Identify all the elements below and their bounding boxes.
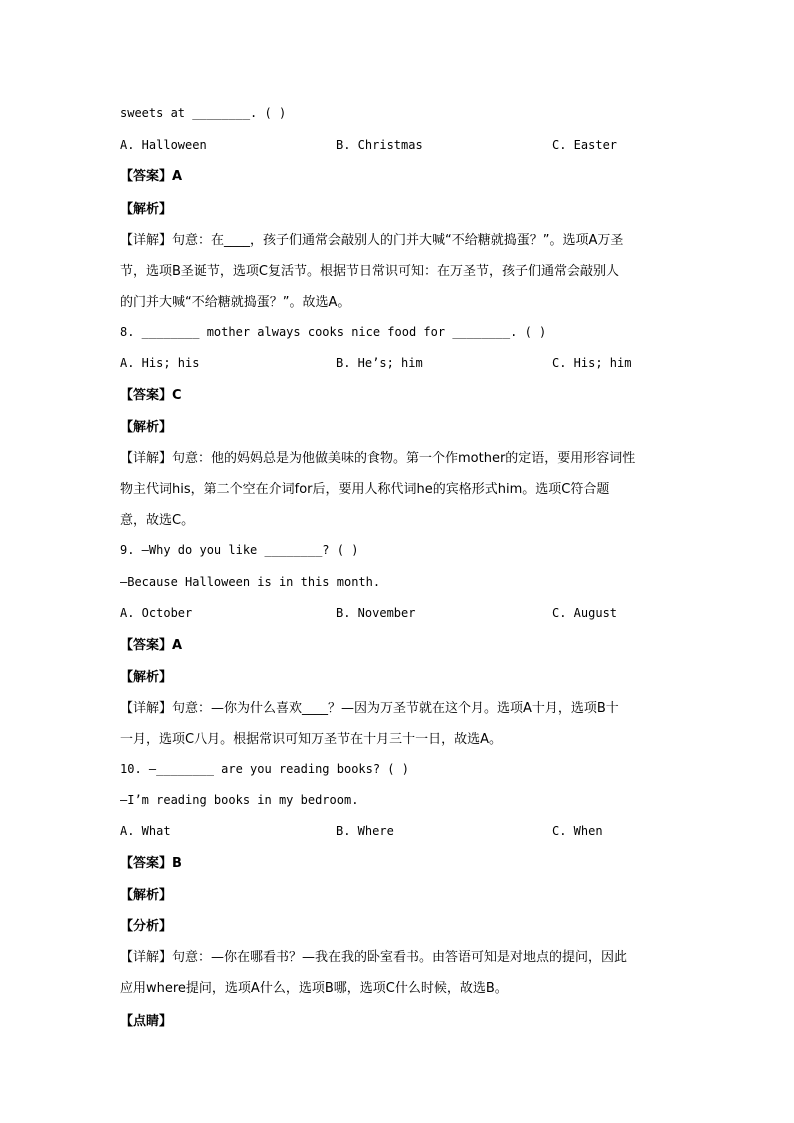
- question-7-stem-tail: sweets at ________. ( ): [120, 106, 287, 120]
- question-8-answer: 【答案】C: [120, 388, 182, 403]
- option-b: B. He’s; him: [336, 356, 423, 370]
- option-a: A. Halloween: [120, 138, 207, 152]
- option-a: A. What: [120, 824, 171, 838]
- question-10-options: [120, 824, 680, 840]
- question-10-stem: 10. —________ are you reading books? ( ): [120, 762, 409, 776]
- question-8-stem: 8. ________ mother always cooks nice food for ________. ( ): [120, 325, 547, 339]
- question-9-options: [120, 606, 680, 622]
- question-10-reply: —I’m reading books in my bedroom.: [120, 793, 359, 807]
- question-10-analysis-label: 【解析】: [120, 888, 173, 903]
- option-b: B. Christmas: [336, 138, 423, 152]
- question-9-detail-line-1: 【详解】句意：—你为什么喜欢____？—因为万圣节就在这个月。选项A十月，选项B十: [120, 701, 619, 716]
- question-7-detail-line-3: 的门并大喊“不给糖就捣蛋？”。故选A。: [120, 295, 351, 310]
- question-8-detail-line-1: 【详解】句意：他的妈妈总是为他做美味的食物。第一个作mother的定语，要用形容词性: [120, 451, 636, 466]
- question-9-analysis-label: 【解析】: [120, 670, 173, 685]
- question-10-detail-line-2: 应用where提问，选项A什么，选项B哪，选项C什么时候，故选B。: [120, 981, 508, 996]
- question-7-detail-line-1: 【详解】句意：在____，孩子们通常会敲别人的门并大喊“不给糖就捣蛋？”。选项A万圣: [120, 233, 624, 248]
- option-c: C. When: [552, 824, 603, 838]
- option-b: B. Where: [336, 824, 394, 838]
- question-10-dianjing-label: 【点睛】: [120, 1014, 173, 1029]
- question-10-fenxi-label: 【分析】: [120, 919, 173, 934]
- question-7-detail-line-2: 节，选项B圣诞节，选项C复活节。根据节日常识可知：在万圣节，孩子们通常会敲别人: [120, 264, 619, 279]
- question-7-analysis-label: 【解析】: [120, 202, 173, 217]
- option-c: C. His; him: [552, 356, 632, 370]
- question-9-reply: —Because Halloween is in this month.: [120, 575, 381, 589]
- option-c: C. August: [552, 606, 618, 620]
- question-9-answer: 【答案】A: [120, 638, 183, 653]
- question-10-detail-line-1: 【详解】句意：—你在哪看书？—我在我的卧室看书。由答语可知是对地点的提问，因此: [120, 950, 628, 965]
- question-7-answer: 【答案】A: [120, 169, 183, 184]
- question-9-detail-line-2: 一月，选项C八月。根据常识可知万圣节在十月三十一日，故选A。: [120, 732, 502, 747]
- option-b: B. November: [336, 606, 416, 620]
- question-8-detail-line-3: 意，故选C。: [120, 513, 195, 528]
- question-8-analysis-label: 【解析】: [120, 420, 173, 435]
- option-c: C. Easter: [552, 138, 618, 152]
- option-a: A. October: [120, 606, 193, 620]
- question-7-options: [120, 138, 680, 154]
- question-8-options: [120, 356, 680, 372]
- question-10-answer: 【答案】B: [120, 856, 182, 871]
- option-a: A. His; his: [120, 356, 200, 370]
- question-8-detail-line-2: 物主代词his，第二个空在介词for后，要用人称代词he的宾格形式him。选项C符合题: [120, 482, 610, 497]
- question-9-stem: 9. —Why do you like ________? ( ): [120, 543, 359, 557]
